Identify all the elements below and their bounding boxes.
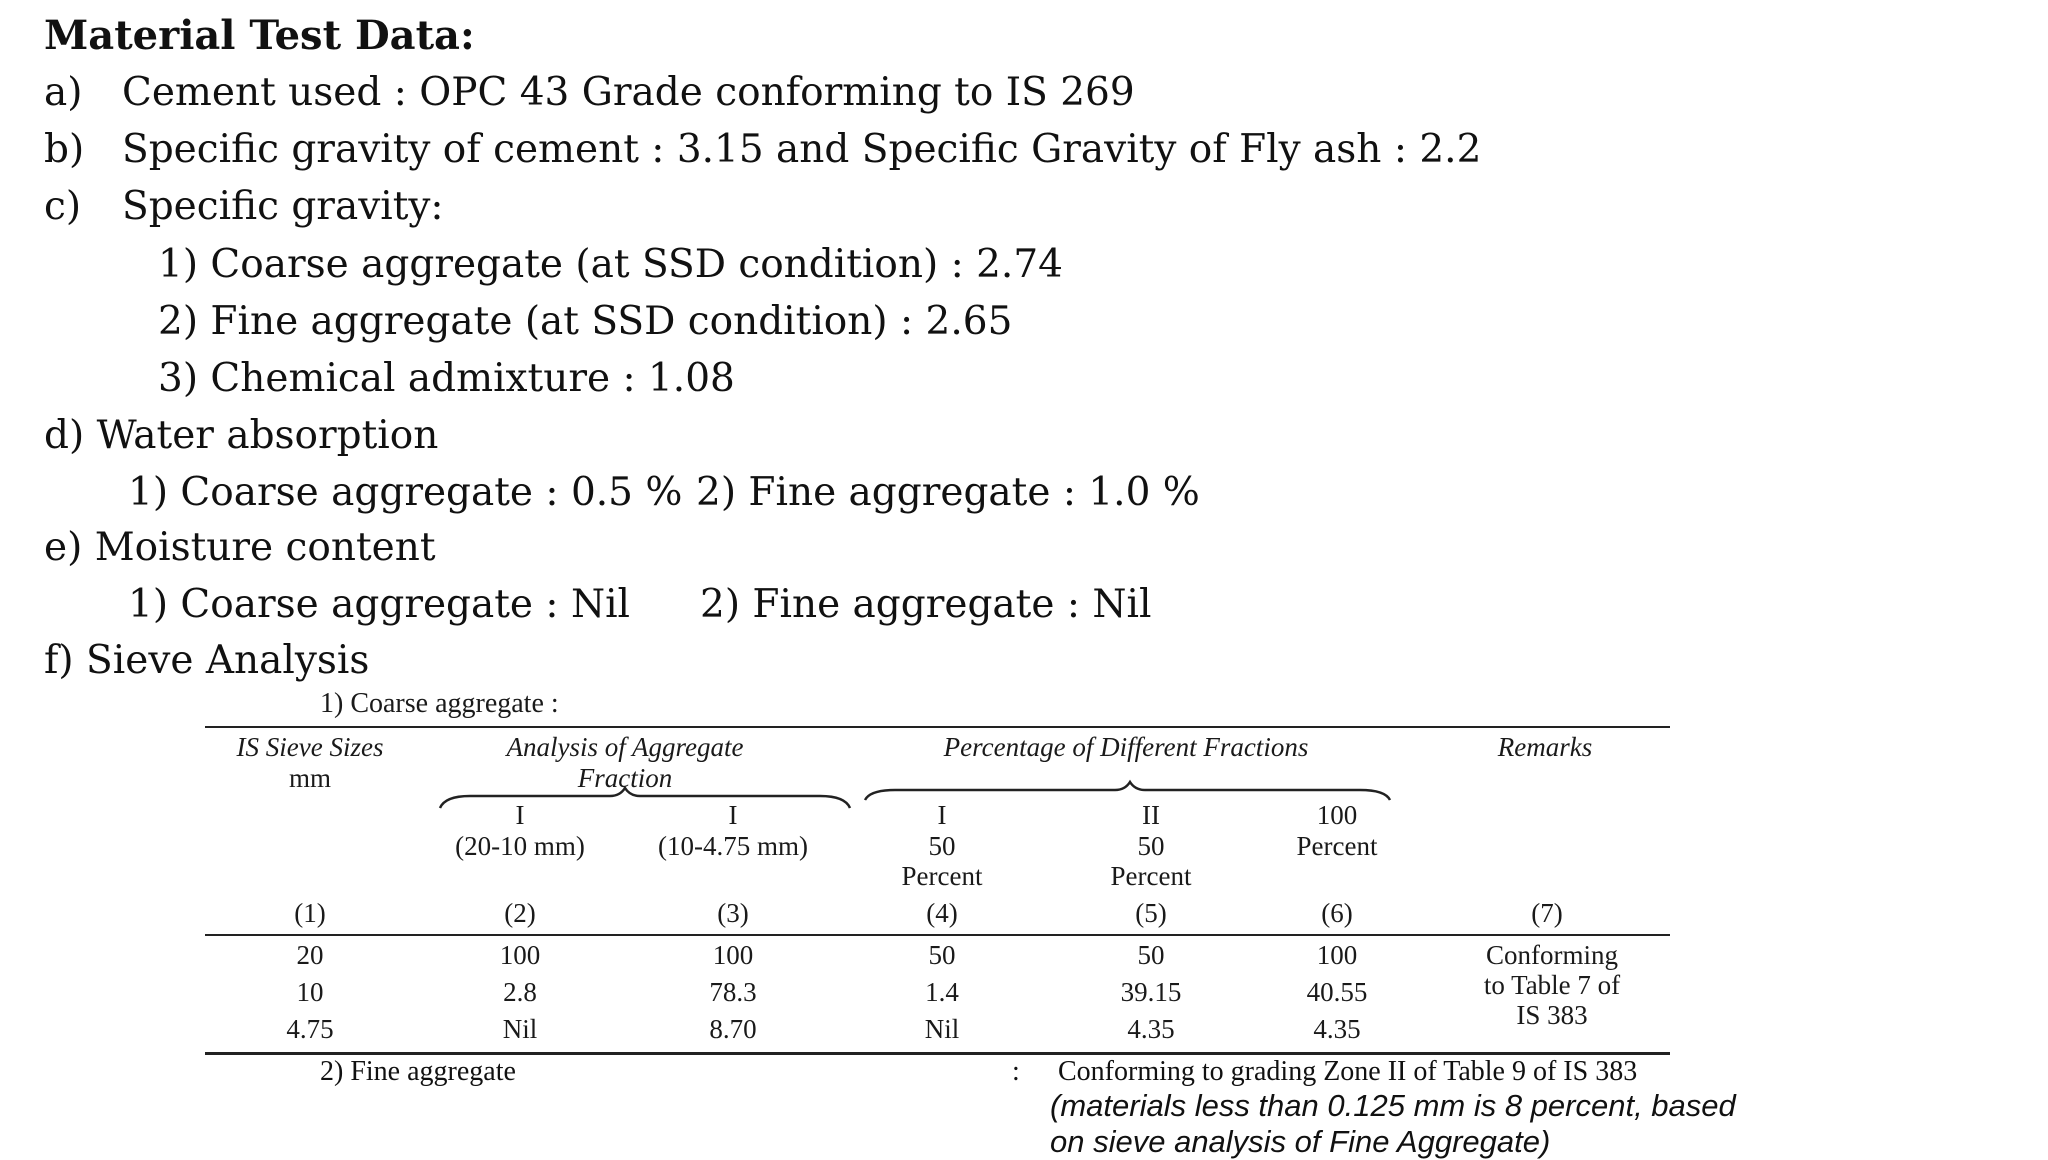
cell-r2-c5: 39.15 (1120, 977, 1182, 1007)
fine-aggregate-note-line2: on sieve analysis of Fine Aggregate) (1050, 1124, 1551, 1159)
cell-r1-c6: 100 (1316, 940, 1358, 970)
sub-frac2-range: (10-4.75 mm) (658, 831, 808, 861)
item-e2: 2) Fine aggregate : Nil (700, 582, 1152, 627)
sub-p2-unit: Percent (1110, 861, 1192, 891)
sub-p2-value: 50 (1137, 831, 1165, 861)
item-d1: 1) Coarse aggregate : 0.5 % (128, 470, 683, 515)
sub-p1-roman: I (937, 800, 947, 830)
cell-r2-c3: 78.3 (709, 977, 757, 1007)
brace-percentage (865, 782, 1390, 800)
col-number-6: (6) (1321, 898, 1353, 928)
cell-r2-c6: 40.55 (1306, 977, 1368, 1007)
cell-r1-c3: 100 (712, 940, 754, 970)
item-d: d) Water absorption (44, 413, 439, 458)
sub-p1-unit: Percent (901, 861, 983, 891)
item-b-marker: b) (44, 127, 85, 172)
cell-r3-c1: 4.75 (286, 1014, 334, 1044)
cell-r3-c5: 4.35 (1127, 1014, 1175, 1044)
col-number-5: (5) (1135, 898, 1167, 928)
remarks-line-3: IS 383 (1516, 1000, 1588, 1030)
item-e: e) Moisture content (44, 525, 436, 570)
fine-aggregate-colon: : (1012, 1056, 1020, 1087)
col-number-4: (4) (926, 898, 958, 928)
item-a-marker: a) (44, 70, 83, 115)
sub-frac1-range: (20-10 mm) (455, 831, 585, 861)
header-percentage: Percentage of Different Fractions (943, 732, 1309, 762)
sub-p2-roman: II (1142, 800, 1160, 830)
sub-frac1-roman: I (515, 800, 525, 830)
fine-aggregate-conforming: Conforming to grading Zone II of Table 9 of IS 383 (1058, 1056, 1638, 1087)
table-header-rule (205, 934, 1670, 936)
sub-p1-value: 50 (928, 831, 956, 861)
cell-r3-c4: Nil (924, 1014, 960, 1044)
sub-frac2-roman: I (728, 800, 738, 830)
col-number-1: (1) (294, 898, 326, 928)
cell-r2-c2: 2.8 (503, 977, 537, 1007)
fine-aggregate-label: 2) Fine aggregate (320, 1056, 516, 1087)
header-analysis-line2: Fraction (577, 763, 673, 793)
cell-r1-c5: 50 (1137, 940, 1165, 970)
col-number-3: (3) (717, 898, 749, 928)
header-sieve-unit: mm (288, 763, 332, 793)
fine-aggregate-note-line1: (materials less than 0.125 mm is 8 percent, based (1050, 1088, 1736, 1123)
header-sieve: IS Sieve Sizes (236, 732, 384, 762)
item-c3: 3) Chemical admixture : 1.08 (158, 356, 735, 401)
item-c-text: Specific gravity: (122, 184, 444, 229)
header-analysis-line1: Analysis of Aggregate (506, 732, 744, 762)
item-d2: 2) Fine aggregate : 1.0 % (696, 470, 1200, 515)
item-c1: 1) Coarse aggregate (at SSD condition) : 2.74 (158, 242, 1063, 287)
item-b-text: Specific gravity of cement : 3.15 and Specific Gravity of Fly ash : 2.2 (122, 127, 1482, 172)
item-c2: 2) Fine aggregate (at SSD condition) : 2.65 (158, 299, 1013, 344)
remarks-line-1: Conforming (1486, 940, 1618, 970)
item-f: f) Sieve Analysis (44, 638, 370, 683)
header-remarks: Remarks (1497, 732, 1593, 762)
cell-r1-c1: 20 (296, 940, 324, 970)
cell-r1-c4: 50 (928, 940, 956, 970)
table-bottom-rule (205, 1052, 1670, 1055)
page-title: Material Test Data: (44, 12, 475, 59)
sub-p3-unit: Percent (1296, 831, 1378, 861)
brace-analysis (440, 788, 850, 808)
cell-r1-c2: 100 (499, 940, 541, 970)
col-number-7: (7) (1531, 898, 1563, 928)
item-c-marker: c) (44, 184, 82, 229)
cell-r3-c6: 4.35 (1313, 1014, 1361, 1044)
table-caption: 1) Coarse aggregate : (320, 688, 559, 719)
remarks-line-2: to Table 7 of (1483, 970, 1621, 1000)
cell-r3-c3: 8.70 (709, 1014, 757, 1044)
col-number-2: (2) (504, 898, 536, 928)
cell-r2-c4: 1.4 (925, 977, 959, 1007)
item-a-text: Cement used : OPC 43 Grade conforming to IS 269 (122, 70, 1135, 115)
sub-p3-value: 100 (1316, 800, 1358, 830)
cell-r2-c1: 10 (296, 977, 324, 1007)
item-e1: 1) Coarse aggregate : Nil (128, 582, 631, 627)
cell-r3-c2: Nil (502, 1014, 538, 1044)
